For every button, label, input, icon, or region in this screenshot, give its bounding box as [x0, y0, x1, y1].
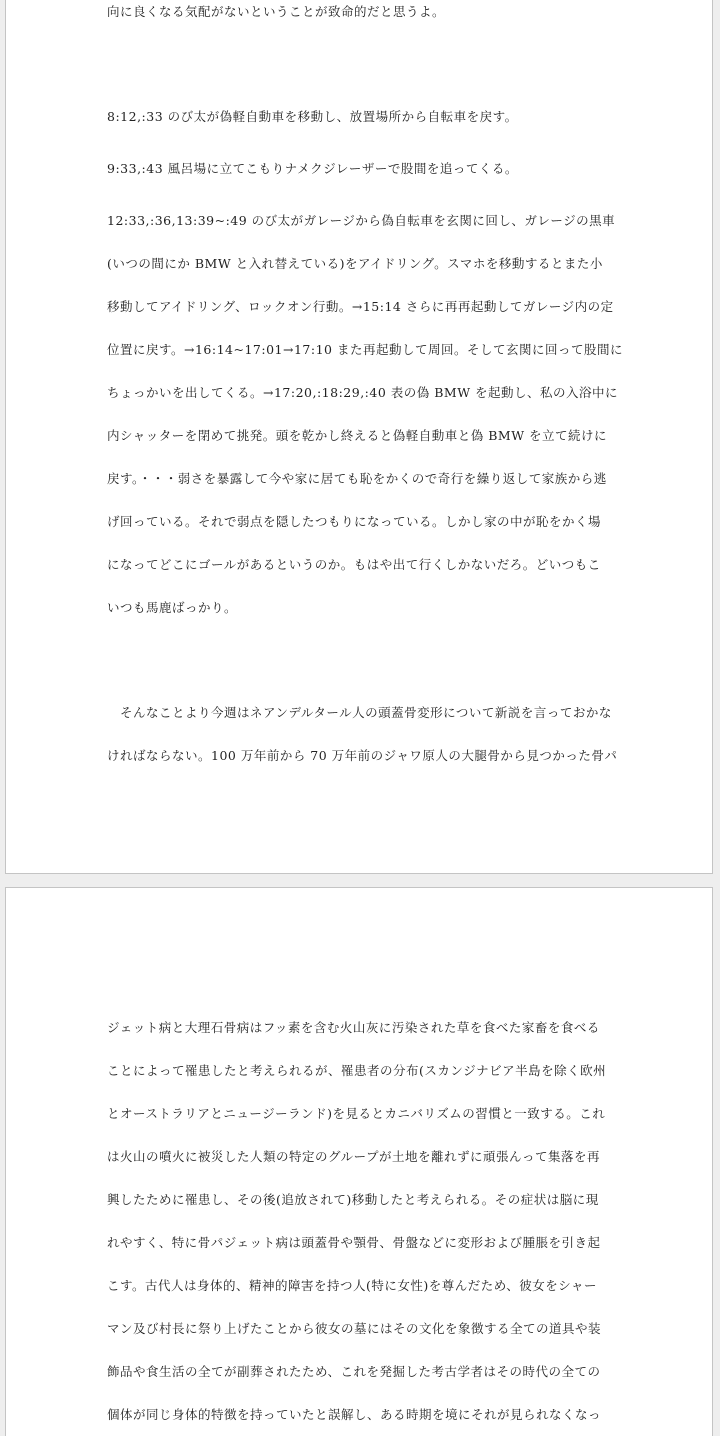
text-line: 12:33,:36,13:39~:49 のび太がガレージから偽自転車を玄関に回し、ガレージの黒車 — [107, 213, 616, 228]
text-line: とオーストラリアとニュージーランド)を見るとカニバリズムの習慣と一致する。これ — [107, 1106, 606, 1121]
text-line: ちょっかいを出してくる。→17:20,:18:29,:40 表の偽 BMW を起動し、私の入浴中に — [107, 385, 619, 400]
text-line: 内シャッターを閉めて挑発。頭を乾かし終えると偽軽自動車と偽 BMW を立て続けに — [107, 428, 608, 443]
text-line: 戻す。・・・弱さを暴露して今や家に居ても恥をかくので奇行を繰り返して家族から逃 — [107, 471, 607, 486]
text-line: (いつの間にか BMW と入れ替えている)をアイドリング。スマホを移動するとまた小 — [107, 256, 603, 271]
text-line: 8:12,:33 のび太が偽軽自動車を移動し、放置場所から自転車を戻す。 — [107, 109, 518, 124]
text-line: 興したために罹患し、その後(追放されて)移動したと考えられる。その症状は脳に現 — [107, 1192, 599, 1207]
document-page-2 — [5, 887, 713, 1436]
text-line: になってどこにゴールがあるというのか。もはや出て行くしかないだろ。どいつもこ — [107, 557, 601, 572]
text-line: こす。古代人は身体的、精神的障害を持つ人(特に女性)を尊んだため、彼女をシャー — [107, 1278, 598, 1293]
text-line: げ回っている。それで弱点を隠したつもりになっている。しかし家の中が恥をかく場 — [107, 514, 602, 529]
text-line: いつも馬鹿ばっかり。 — [107, 600, 238, 615]
text-line: ジェット病と大理石骨病はフッ素を含む火山灰に汚染された草を食べた家畜を食べる — [107, 1020, 600, 1035]
document-page-1 — [5, 0, 713, 874]
text-line: 位置に戻す。→16:14~17:01→17:10 また再起動して周回。そして玄関に回って股間に — [107, 342, 623, 357]
text-line: は火山の噴火に被災した人類の特定のグループが土地を離れずに頑張んって集落を再 — [107, 1149, 601, 1164]
text-line: れやすく、特に骨パジェット病は頭蓋骨や顎骨、骨盤などに変形および腫脹を引き起 — [107, 1235, 601, 1250]
text-line: 向に良くなる気配がないということが致命的だと思うよ。 — [107, 4, 446, 19]
text-line: ことによって罹患したと考えられるが、罹患者の分布(スカンジナビア半島を除く欧州 — [107, 1063, 607, 1078]
text-line: マン及び村長に祭り上げたことから彼女の墓にはその文化を象徴する全ての道具や装 — [107, 1321, 602, 1336]
text-line: 個体が同じ身体的特徴を持っていたと誤解し、ある時期を境にそれが見られなくなっ — [107, 1407, 602, 1422]
text-line: 移動してアイドリング、ロックオン行動。→15:14 さらに再再起動してガレージ内の定 — [107, 299, 614, 314]
text-line: 飾品や食生活の全てが副葬されたため、これを発掘した考古学者はその時代の全ての — [107, 1364, 601, 1379]
text-line: 9:33,:43 風呂場に立てこもりナメクジレーザーで股間を追ってくる。 — [107, 161, 518, 176]
text-line: ければならない。100 万年前から 70 万年前のジャワ原人の大腿骨から見つかった骨パ — [107, 748, 618, 763]
text-line: そんなことより今週はネアンデルタール人の頭蓋骨変形について新説を言っておかな — [107, 705, 612, 720]
